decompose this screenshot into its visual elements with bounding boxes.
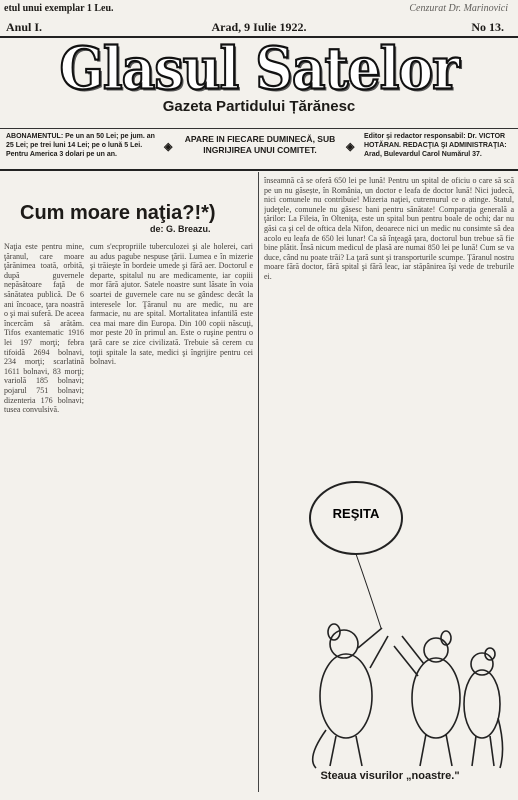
censor-note: Cenzurat Dr. Marinovici (409, 3, 508, 14)
article-area (0, 172, 518, 800)
masthead-subtitle: Gazeta Partidului Țărănesc (162, 98, 356, 115)
rat-back-icon (464, 648, 503, 768)
cartoon-illustration (286, 468, 506, 778)
article-title: Cum moare naţia?!*) (20, 202, 216, 224)
balloon-label: REŞITA (332, 506, 380, 521)
cartoon-caption: Steaua visurilor „noastre." (320, 770, 460, 782)
subscription-info: ABONAMENTUL: Pe un an 50 Lei; pe jum. an 25 Lei; pe trei luni 14 Lei; pe o lună 5 Lei. Pentru America 3 dolari pe un an. (6, 133, 155, 158)
rat-right-icon (394, 631, 460, 766)
publication-note: APARE IN FIECARE DUMINECĂ, SUB INGRIJIREA UNUI COMITET. (184, 134, 336, 155)
balloon-string (356, 554, 381, 628)
editor-info: Editor şi redactor responsabil: Dr. VICTOR HOTĂRAN. REDACŢIA ŞI ADMINISTRAŢIA: Arad, Bulevardul Carol Numărul 37. (364, 133, 507, 158)
masthead-title: Glasul Satelor (59, 34, 459, 103)
diamond-ornament-icon: ◈ (164, 141, 173, 153)
price-note: etul unui exemplar 1 Leu. (4, 3, 114, 14)
article-column-2: cum s'ecpropriile tuberculozei şi ale holerei, cari au adus pagube nespuse ţării. Lumea e în mizerie şi trăieşte în bordeie umede şi fără aer. Doctorul e departe, spitalul nu are medicamente, iar copiii mor fără ajutor. Satele noastre sunt lăsate în voia soartei de guvernele care nu se gândesc decât la interesele lor. Ţăranul nu are medic, nu are farmacie, nu are spital. Mortalitatea infantilă este cea mai mare din Europa. Din 100 copii născuţi, mor peste 20 în primul an. Este o ruşine pentru o ţară care se zice civilizată. Trebuie să cerem cu toţii spitale la sate, medici şi îngrijire pentru cei bolnavi. (90, 242, 253, 367)
issue-number: No 13. (471, 20, 504, 34)
article-byline: de: G. Breazu. (150, 224, 211, 234)
diamond-ornament-icon: ◈ (346, 141, 355, 153)
info-bar (0, 128, 518, 171)
date-label: Arad, 9 Iulie 1922. (211, 20, 307, 34)
column-divider (258, 172, 259, 792)
top-strip (0, 2, 518, 16)
masthead (0, 34, 518, 115)
year-label: Anul I. (6, 20, 43, 34)
rat-left-icon (313, 624, 388, 768)
article-column-1: Naţia este pentru mine, ţăranul, care moare ţărănimea toată, orbită, după guvernele nepăsătoare faţă de sănătatea publică. De 6 ani încoace, ţara noastră o şi mai suferă. De aceea încercăm să arătăm. Tifos exantematic 1916 lei 197 morţi; febra tifoidă 2694 bolnavi, 234 morţi; scarlatină 1611 bolnavi, 83 morţi; variolă 185 bolnavi; pojarul 751 bolnavi; dizenteria 176 bolnavi; tusea convulsivă. (4, 242, 84, 415)
article-column-3: înseamnă că se oferă 650 lei pe lună! Pentru un spital de oficiu o care să scă pe un nu găsește, în România, un doctor e leafa de doctor lună! Nici judecă, nici comunele nu contribuie! Mizeria naţiei, cutremurul ce o atinge. Statul, judeţele, comunele nu găsesc bani pentru sănătate! Comparaţia generală a ţărilor: La Fileia, în Olteniţa, este un spital bun pentru boale de ochi; dar nu găsi ca şi cel de oftica dela Nifon, deoarece nici un medic nu consimte să dea acolo eu leafa de 650 lei lunar! Ca să înţeagă ţara, doctorul bun trebue să fie bine plătit. Însă nicum medicul de plasă are numai 850 lei pe lună! Cum se va duce, când nu poate trăi? La ţară sunt şi transporturile scumpe. Ţăranul nostru moare fără doctor, fără spital şi fără leac, iar stăpânirea îşi vede de treburile ei. (264, 176, 514, 281)
